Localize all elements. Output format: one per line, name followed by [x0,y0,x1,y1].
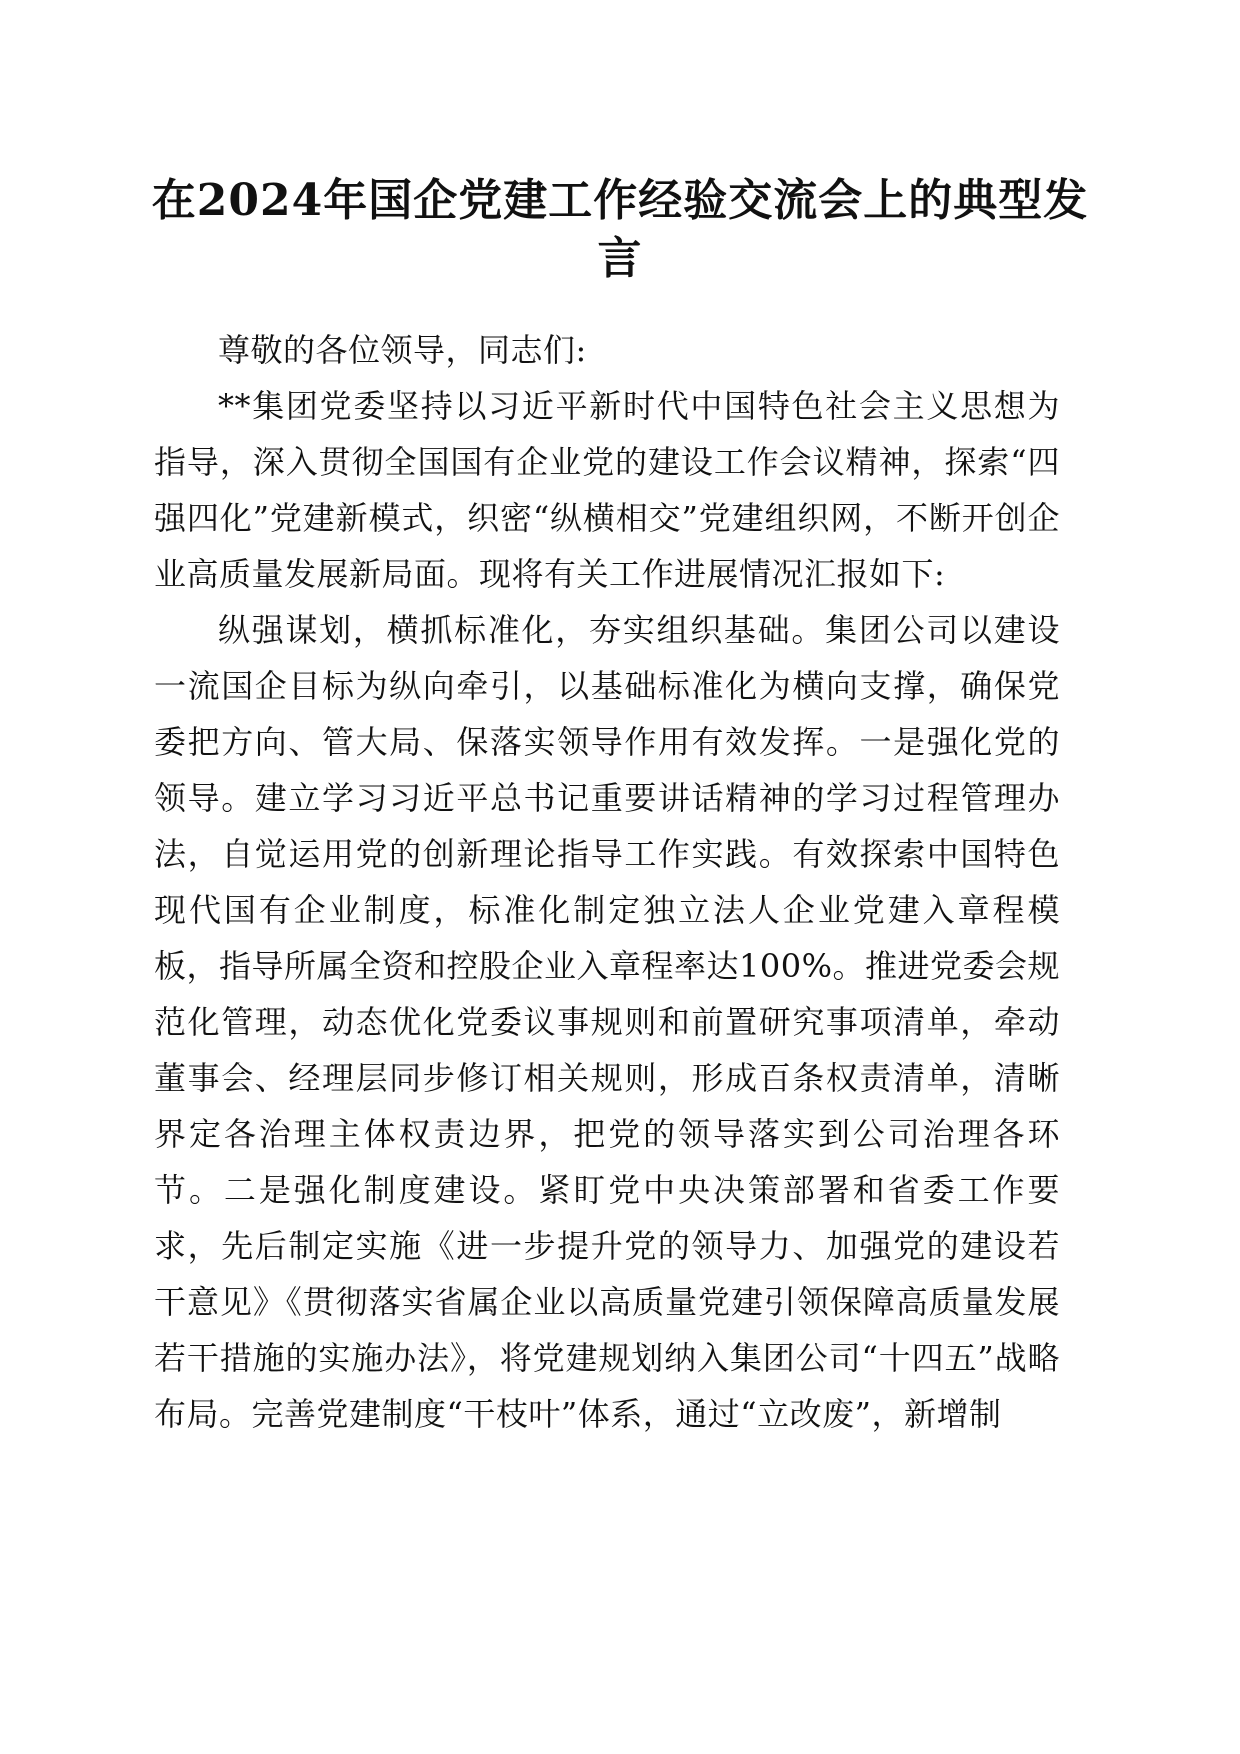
salutation: 尊敬的各位领导，同志们: [218,331,587,369]
document-title: 在2024年国企党建工作经验交流会上的典型发言 [151,175,1089,284]
paragraph-intro: **集团党委坚持以习近平新时代中国特色社会主义思想为指导，深入贯彻全国国有企业党的建设工作会议精神，探索“四强四化”党建新模式，织密“纵横相交”党建组织网，不断开创企业高质量发展新局面。现将有关工作进展情况汇报如下: [154,387,1060,593]
paragraph-main: 纵强谋划，横抓标准化，夯实组织基础。集团公司以建设一流国企目标为纵向牵引，以基础标准化为横向支撑，确保党委把方向、管大局、保落实领导作用有效发挥。一是强化党的领导。建立学习习近平总书记重要讲话精神的学习过程管理办法，自觉运用党的创新理论指导工作实践。有效探索中国特色现代国有企业制度，标准化制定独立法人企业党建入章程模板，指导所属全资和控股企业入章程率达100%。推进党委会规范化管理，动态优化党委议事规则和前置研究事项清单，牵动董事会、经理层同步修订相关规则，形成百条权责清单，清晰界定各治理主体权责边界，把党的领导落实到公司治理各环节。二是强化制度建设。紧盯党中央决策部署和省委工作要求，先后制定实施《进一步提升党的领导力、加强党的建设若干意见》《贯彻落实省属企业以高质量党建引领保障高质量发展若干措施的实施办法》，将党建规划纳入集团公司“十四五”战略布局。完善党建制度“干枝叶”体系，通过“立改废”，新增制 [154,611,1060,1433]
document-body [154,322,1060,1442]
